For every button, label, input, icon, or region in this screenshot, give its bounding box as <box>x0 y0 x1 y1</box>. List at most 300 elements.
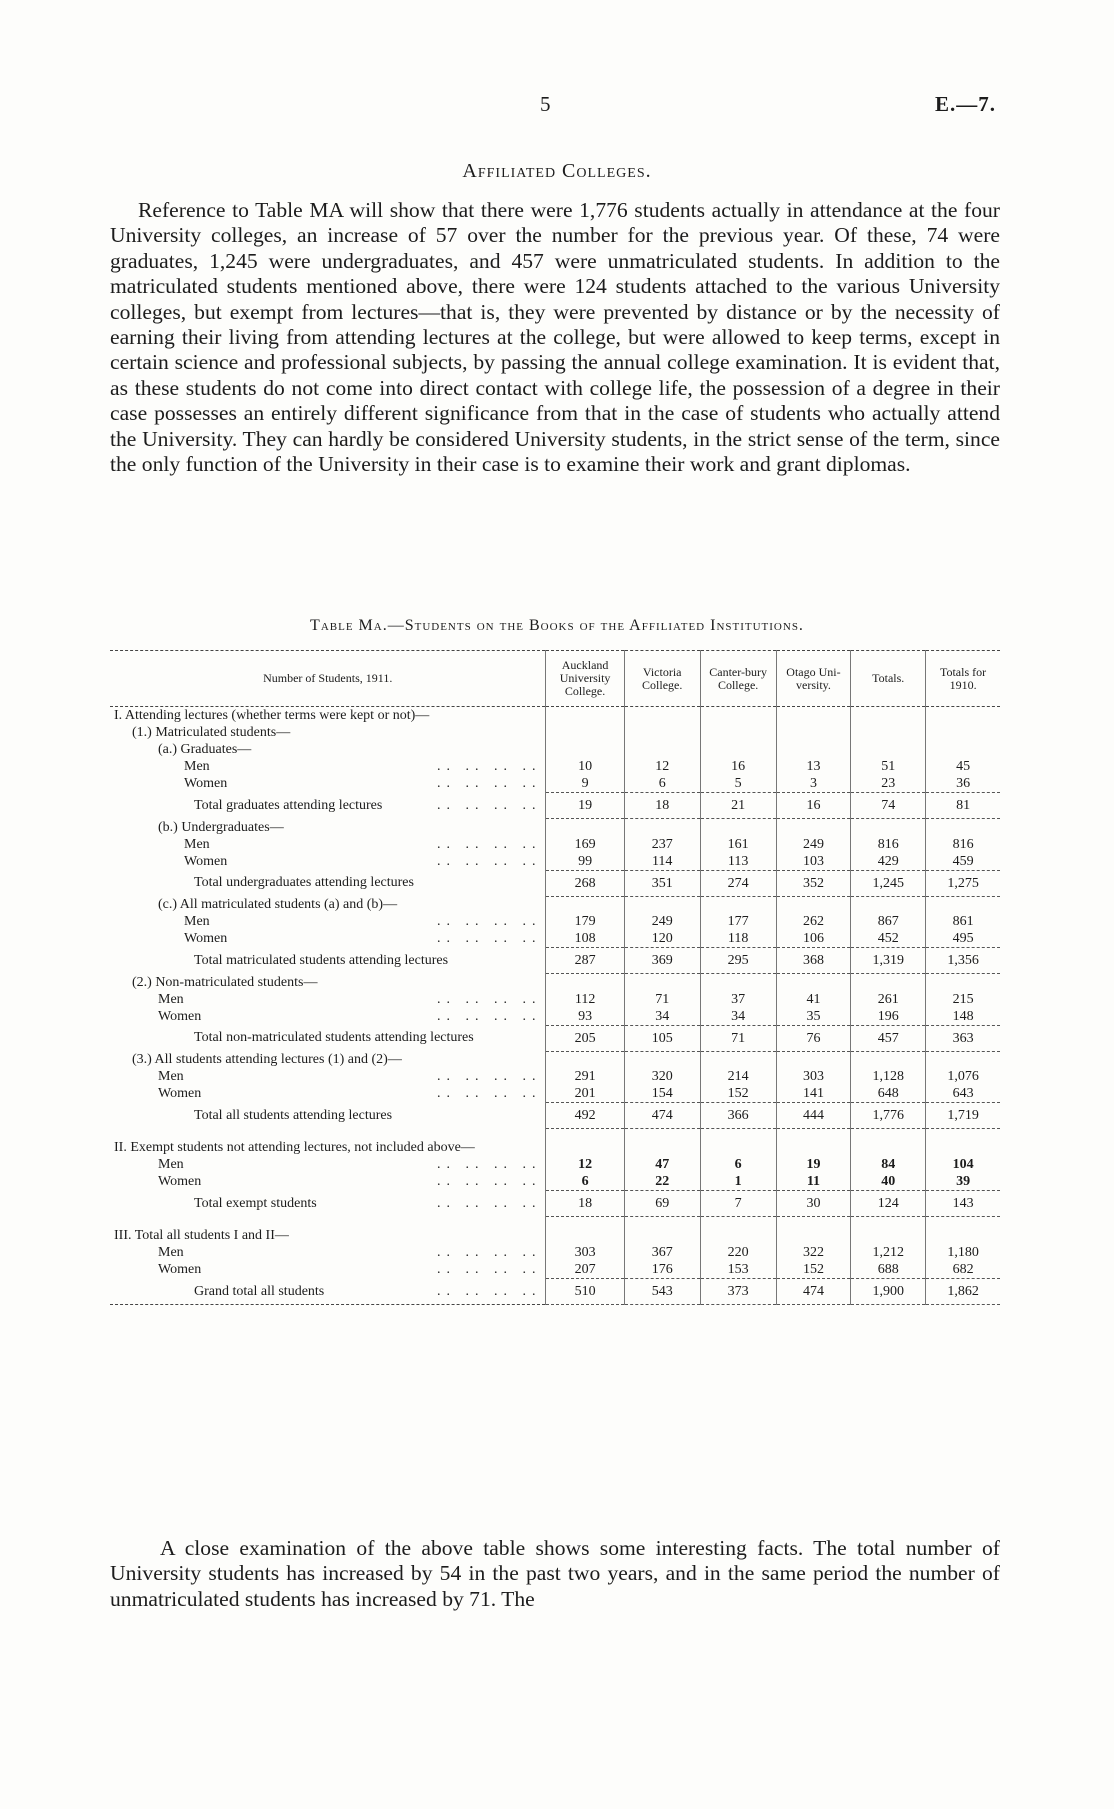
leader-dots: .. .. .. .. <box>436 1008 542 1024</box>
cell-value: 148 <box>926 1008 1000 1026</box>
row-label <box>110 1279 546 1305</box>
cell-value <box>926 896 1000 913</box>
table-total-row <box>110 870 1000 896</box>
table-body <box>110 707 1000 1305</box>
cell-value: 13 <box>776 758 851 775</box>
cell-value: 113 <box>700 853 776 871</box>
row-label-text: III. Total all students I and II— <box>114 1228 289 1243</box>
cell-value <box>776 1227 851 1244</box>
cell-value <box>546 741 624 758</box>
table-header-row <box>110 651 1000 707</box>
leader-dots: .. .. .. .. <box>436 1086 542 1101</box>
cell-value <box>926 1051 1000 1068</box>
leader-dots: .. .. .. .. <box>436 1157 542 1172</box>
cell-value: 152 <box>700 1085 776 1103</box>
column-header-totals-1910: Totals for 1910. <box>926 651 1000 707</box>
table-total-row <box>110 1191 1000 1217</box>
cell-value: 1,076 <box>926 1068 1000 1085</box>
cell-value <box>624 974 700 991</box>
cell-value: 262 <box>776 913 851 930</box>
spacer-row <box>110 1217 1000 1228</box>
cell-value <box>926 741 1000 758</box>
row-label <box>110 853 546 871</box>
table-total-row <box>110 1025 1000 1051</box>
row-label-text: Women <box>158 1174 202 1189</box>
row-label-text: Men <box>158 1157 184 1172</box>
closing-paragraph: A close examination of the above table shows some interesting facts. The total number of University students has increased by 54 in the past two years, and in the same period the number of unmatriculated students has increased by 71. The <box>110 1536 1000 1611</box>
cell-value: 492 <box>546 1103 624 1129</box>
cell-value: 867 <box>851 913 926 930</box>
cell-value: 10 <box>546 758 624 775</box>
cell-value: 179 <box>546 913 624 930</box>
row-label <box>110 1191 546 1217</box>
cell-value: 1,319 <box>851 948 926 974</box>
cell-value <box>700 896 776 913</box>
cell-value: 268 <box>546 870 624 896</box>
cell-value: 99 <box>546 853 624 871</box>
cell-value: 688 <box>851 1261 926 1279</box>
cell-value: 118 <box>700 930 776 948</box>
cell-value <box>776 724 851 741</box>
table-row <box>110 1244 1000 1261</box>
cell-value <box>546 819 624 836</box>
cell-value <box>776 1139 851 1156</box>
cell-value: 444 <box>776 1103 851 1129</box>
table-row <box>110 974 1000 991</box>
document-code: E.—7. <box>934 92 996 116</box>
cell-value <box>700 741 776 758</box>
cell-value: 214 <box>700 1068 776 1085</box>
cell-value <box>624 896 700 913</box>
cell-value: 249 <box>624 913 700 930</box>
students-table <box>110 650 1000 1305</box>
row-label-text: Total all students attending lectures <box>194 1107 393 1123</box>
row-label <box>110 896 546 913</box>
cell-value <box>926 1227 1000 1244</box>
cell-value: 367 <box>624 1244 700 1261</box>
cell-value: 352 <box>776 870 851 896</box>
leader-dots: .. .. .. .. <box>436 1195 542 1211</box>
row-label <box>110 1051 546 1068</box>
cell-value: 205 <box>546 1025 624 1051</box>
row-label <box>110 1068 546 1085</box>
table-total-row <box>110 948 1000 974</box>
column-header-victoria: Victoria College. <box>624 651 700 707</box>
row-label <box>110 1103 546 1129</box>
cell-value: 106 <box>776 930 851 948</box>
column-header-auckland: Auckland University College. <box>546 651 624 707</box>
cell-value: 452 <box>851 930 926 948</box>
row-label <box>110 974 546 991</box>
row-label-text: (2.) Non-matriculated students— <box>132 974 318 990</box>
cell-value: 74 <box>851 793 926 819</box>
table-row <box>110 836 1000 853</box>
row-label <box>110 1227 546 1244</box>
row-label <box>110 793 546 819</box>
row-label-text: Women <box>158 1008 202 1024</box>
row-label <box>110 991 546 1008</box>
cell-value <box>624 819 700 836</box>
cell-value: 36 <box>926 775 1000 793</box>
cell-value <box>776 1051 851 1068</box>
column-header-otago: Otago Uni-versity. <box>776 651 851 707</box>
row-label <box>110 870 546 896</box>
cell-value <box>851 741 926 758</box>
cell-value <box>546 1051 624 1068</box>
cell-value: 51 <box>851 758 926 775</box>
cell-value <box>624 724 700 741</box>
cell-value: 30 <box>776 1191 851 1217</box>
row-label <box>110 1261 546 1279</box>
cell-value <box>624 1139 700 1156</box>
cell-value: 215 <box>926 991 1000 1008</box>
cell-value: 474 <box>624 1103 700 1129</box>
cell-value: 1,212 <box>851 1244 926 1261</box>
cell-value: 22 <box>624 1173 700 1191</box>
cell-value: 35 <box>776 1008 851 1026</box>
cell-value: 12 <box>546 1156 624 1173</box>
cell-value: 16 <box>700 758 776 775</box>
row-label-text: Total graduates attending lectures <box>194 797 383 813</box>
row-label-text: Total matriculated students attending lectures <box>194 952 449 968</box>
cell-value <box>851 1051 926 1068</box>
leader-dots: .. .. .. .. <box>436 836 542 852</box>
cell-value: 11 <box>776 1173 851 1191</box>
cell-value: 351 <box>624 870 700 896</box>
row-label-text: (c.) All matriculated students (a) and (b)— <box>158 897 398 912</box>
cell-value: 6 <box>546 1173 624 1191</box>
cell-value <box>851 724 926 741</box>
cell-value <box>700 1051 776 1068</box>
cell-value: 6 <box>624 775 700 793</box>
cell-value: 1,719 <box>926 1103 1000 1129</box>
cell-value: 12 <box>624 758 700 775</box>
cell-value: 366 <box>700 1103 776 1129</box>
cell-value: 5 <box>700 775 776 793</box>
cell-value: 18 <box>624 793 700 819</box>
cell-value: 287 <box>546 948 624 974</box>
cell-value <box>546 896 624 913</box>
cell-value: 495 <box>926 930 1000 948</box>
row-label-text: Women <box>184 931 228 946</box>
leader-dots: .. .. .. .. <box>436 1069 542 1084</box>
cell-value: 3 <box>776 775 851 793</box>
cell-value <box>700 1227 776 1244</box>
cell-value: 291 <box>546 1068 624 1085</box>
row-label <box>110 1008 546 1026</box>
table-row <box>110 896 1000 913</box>
cell-value: 141 <box>776 1085 851 1103</box>
cell-value: 103 <box>776 853 851 871</box>
cell-value: 176 <box>624 1261 700 1279</box>
leader-dots: .. .. .. .. <box>436 1283 542 1299</box>
cell-value <box>851 1139 926 1156</box>
cell-value: 363 <box>926 1025 1000 1051</box>
row-label <box>110 707 546 725</box>
cell-value: 303 <box>546 1244 624 1261</box>
leader-dots: .. .. .. .. <box>436 1262 542 1277</box>
page-number: 5 <box>540 92 551 116</box>
cell-value: 643 <box>926 1085 1000 1103</box>
cell-value: 816 <box>926 836 1000 853</box>
row-label <box>110 775 546 793</box>
cell-value <box>700 819 776 836</box>
cell-value <box>926 974 1000 991</box>
cell-value: 207 <box>546 1261 624 1279</box>
cell-value: 682 <box>926 1261 1000 1279</box>
section-title: Affiliated Colleges. <box>462 160 652 182</box>
cell-value: 474 <box>776 1279 851 1305</box>
cell-value: 105 <box>624 1025 700 1051</box>
cell-value: 84 <box>851 1156 926 1173</box>
cell-value: 510 <box>546 1279 624 1305</box>
cell-value <box>776 896 851 913</box>
cell-value <box>700 724 776 741</box>
table-row <box>110 758 1000 775</box>
cell-value: 81 <box>926 793 1000 819</box>
table-row <box>110 1261 1000 1279</box>
cell-value <box>926 1139 1000 1156</box>
cell-value: 648 <box>851 1085 926 1103</box>
cell-value: 143 <box>926 1191 1000 1217</box>
table-row <box>110 741 1000 758</box>
column-header-totals: Totals. <box>851 651 926 707</box>
cell-value: 40 <box>851 1173 926 1191</box>
table-row <box>110 707 1000 725</box>
table-title: Table Ma.—Students on the Books of the Affiliated Institutions. <box>310 617 804 634</box>
cell-value: 1,275 <box>926 870 1000 896</box>
cell-value: 153 <box>700 1261 776 1279</box>
leader-dots: .. .. .. .. <box>436 1174 542 1189</box>
table-row <box>110 1227 1000 1244</box>
cell-value: 7 <box>700 1191 776 1217</box>
cell-value: 108 <box>546 930 624 948</box>
leader-dots: .. .. .. .. <box>436 759 542 774</box>
cell-value: 201 <box>546 1085 624 1103</box>
leader-dots: .. .. .. .. <box>436 931 542 946</box>
cell-value: 1,862 <box>926 1279 1000 1305</box>
row-label-text: (b.) Undergraduates— <box>158 819 284 835</box>
cell-value: 429 <box>851 853 926 871</box>
table-row <box>110 1139 1000 1156</box>
cell-value: 196 <box>851 1008 926 1026</box>
cell-value <box>851 819 926 836</box>
cell-value: 120 <box>624 930 700 948</box>
cell-value <box>851 896 926 913</box>
row-label <box>110 1156 546 1173</box>
cell-value: 19 <box>776 1156 851 1173</box>
leader-dots: .. .. .. .. <box>436 776 542 791</box>
cell-value <box>624 1051 700 1068</box>
row-label-text: Men <box>158 1069 184 1084</box>
cell-value: 816 <box>851 836 926 853</box>
cell-value <box>546 1139 624 1156</box>
cell-value: 16 <box>776 793 851 819</box>
cell-value <box>700 974 776 991</box>
cell-value: 34 <box>700 1008 776 1026</box>
cell-value: 274 <box>700 870 776 896</box>
leader-dots: .. .. .. .. <box>436 797 542 813</box>
cell-value: 543 <box>624 1279 700 1305</box>
row-label-text: (a.) Graduates— <box>158 742 252 757</box>
cell-value <box>926 819 1000 836</box>
cell-value: 76 <box>776 1025 851 1051</box>
cell-value <box>851 1227 926 1244</box>
row-label <box>110 741 546 758</box>
cell-value: 114 <box>624 853 700 871</box>
row-label <box>110 1244 546 1261</box>
row-label <box>110 758 546 775</box>
row-label-text: Total non-matriculated students attending lectures <box>194 1030 474 1045</box>
cell-value: 154 <box>624 1085 700 1103</box>
cell-value <box>546 724 624 741</box>
cell-value: 295 <box>700 948 776 974</box>
cell-value: 1,776 <box>851 1103 926 1129</box>
table-row <box>110 913 1000 930</box>
row-label <box>110 1025 546 1051</box>
cell-value: 459 <box>926 853 1000 871</box>
cell-value: 320 <box>624 1068 700 1085</box>
cell-value: 34 <box>624 1008 700 1026</box>
row-label-text: I. Attending lectures (whether terms were kept or not)— <box>114 708 430 723</box>
cell-value: 1,245 <box>851 870 926 896</box>
row-label-text: Total exempt students <box>194 1195 317 1211</box>
cell-value: 861 <box>926 913 1000 930</box>
cell-value <box>776 819 851 836</box>
table-total-row <box>110 793 1000 819</box>
cell-value: 249 <box>776 836 851 853</box>
cell-value <box>776 741 851 758</box>
row-label-text: Men <box>158 1245 184 1260</box>
page-header <box>0 92 1114 118</box>
cell-value: 1,180 <box>926 1244 1000 1261</box>
cell-value: 237 <box>624 836 700 853</box>
row-label <box>110 948 546 974</box>
cell-value: 9 <box>546 775 624 793</box>
cell-value: 71 <box>624 991 700 1008</box>
cell-value: 369 <box>624 948 700 974</box>
cell-value <box>700 1139 776 1156</box>
table-total-row <box>110 1279 1000 1305</box>
table-row <box>110 819 1000 836</box>
cell-value <box>624 1227 700 1244</box>
row-label-text: Total undergraduates attending lectures <box>194 875 414 890</box>
table-row <box>110 724 1000 741</box>
row-label-text: II. Exempt students not attending lectures, not included above— <box>114 1140 475 1155</box>
cell-value <box>546 707 624 725</box>
cell-value <box>546 1227 624 1244</box>
table-row <box>110 1008 1000 1026</box>
table-row <box>110 1068 1000 1085</box>
row-label <box>110 913 546 930</box>
cell-value: 47 <box>624 1156 700 1173</box>
table-row <box>110 775 1000 793</box>
cell-value: 152 <box>776 1261 851 1279</box>
cell-value: 39 <box>926 1173 1000 1191</box>
leader-dots: .. .. .. .. <box>436 914 542 929</box>
cell-value: 161 <box>700 836 776 853</box>
cell-value <box>546 974 624 991</box>
cell-value: 6 <box>700 1156 776 1173</box>
cell-value: 1,900 <box>851 1279 926 1305</box>
cell-value: 457 <box>851 1025 926 1051</box>
row-label-text: Men <box>184 914 210 929</box>
table-row <box>110 1051 1000 1068</box>
row-label <box>110 930 546 948</box>
cell-value: 45 <box>926 758 1000 775</box>
table-total-row <box>110 1103 1000 1129</box>
cell-value: 1,128 <box>851 1068 926 1085</box>
row-label <box>110 836 546 853</box>
cell-value <box>624 707 700 725</box>
cell-value: 93 <box>546 1008 624 1026</box>
cell-value: 69 <box>624 1191 700 1217</box>
leader-dots: .. .. .. .. <box>436 991 542 1007</box>
cell-value: 124 <box>851 1191 926 1217</box>
cell-value: 19 <box>546 793 624 819</box>
row-label-text: Men <box>158 991 184 1007</box>
row-label-text: Women <box>158 1262 202 1277</box>
table-row <box>110 991 1000 1008</box>
cell-value <box>776 707 851 725</box>
cell-value: 220 <box>700 1244 776 1261</box>
cell-value <box>624 741 700 758</box>
row-label-text: Women <box>184 776 228 791</box>
cell-value <box>851 974 926 991</box>
table-row <box>110 853 1000 871</box>
cell-value: 303 <box>776 1068 851 1085</box>
table-corner-label: Number of Students, 1911. <box>110 651 546 707</box>
cell-value: 368 <box>776 948 851 974</box>
table-row <box>110 1156 1000 1173</box>
row-label <box>110 1085 546 1103</box>
row-label <box>110 724 546 741</box>
cell-value: 18 <box>546 1191 624 1217</box>
spacer-row <box>110 1129 1000 1140</box>
cell-value <box>776 974 851 991</box>
cell-value: 112 <box>546 991 624 1008</box>
cell-value <box>700 707 776 725</box>
cell-value: 322 <box>776 1244 851 1261</box>
row-label <box>110 1139 546 1156</box>
cell-value: 104 <box>926 1156 1000 1173</box>
cell-value: 71 <box>700 1025 776 1051</box>
row-label-text: Grand total all students <box>194 1283 325 1299</box>
table-row <box>110 930 1000 948</box>
row-label <box>110 1173 546 1191</box>
cell-value: 21 <box>700 793 776 819</box>
cell-value: 23 <box>851 775 926 793</box>
row-label-text: Men <box>184 759 210 774</box>
cell-value: 177 <box>700 913 776 930</box>
intro-paragraph: Reference to Table MA will show that there were 1,776 students actually in attendance at the four University colleges, an increase of 57 over the number for the previous year. Of these, 74 were graduates, 1,245 were undergraduates, and 457 were unmatriculated students. In addition to the matriculated students mentioned above, there were 124 students attached to the various University colleges, but exempt from lectures—that is, they were prevented by distance or by the necessity of earning their living from attending lectures at the college, but were allowed to keep terms, except in certain science and professional subjects, by passing the annual college examination. It is evident that, as these students do not come into direct contact with college life, the possession of a degree in their case possesses an entirely different significance from that in the case of students who actually attend the University. They can hardly be considered University students, in the strict sense of the term, since the only function of the University in their case is to examine their work and grant diplomas. <box>110 198 1000 477</box>
cell-value: 261 <box>851 991 926 1008</box>
cell-value <box>926 707 1000 725</box>
leader-dots: .. .. .. .. <box>436 853 542 869</box>
row-label-text: (3.) All students attending lectures (1) and (2)— <box>132 1052 402 1067</box>
row-label-text: Women <box>158 1086 202 1101</box>
cell-value: 1 <box>700 1173 776 1191</box>
column-header-canterbury: Canter-bury College. <box>700 651 776 707</box>
leader-dots: .. .. .. .. <box>436 1245 542 1260</box>
row-label-text: (1.) Matriculated students— <box>132 725 291 740</box>
cell-value <box>926 724 1000 741</box>
cell-value: 41 <box>776 991 851 1008</box>
table-row <box>110 1173 1000 1191</box>
cell-value: 373 <box>700 1279 776 1305</box>
table-row <box>110 1085 1000 1103</box>
cell-value <box>851 707 926 725</box>
